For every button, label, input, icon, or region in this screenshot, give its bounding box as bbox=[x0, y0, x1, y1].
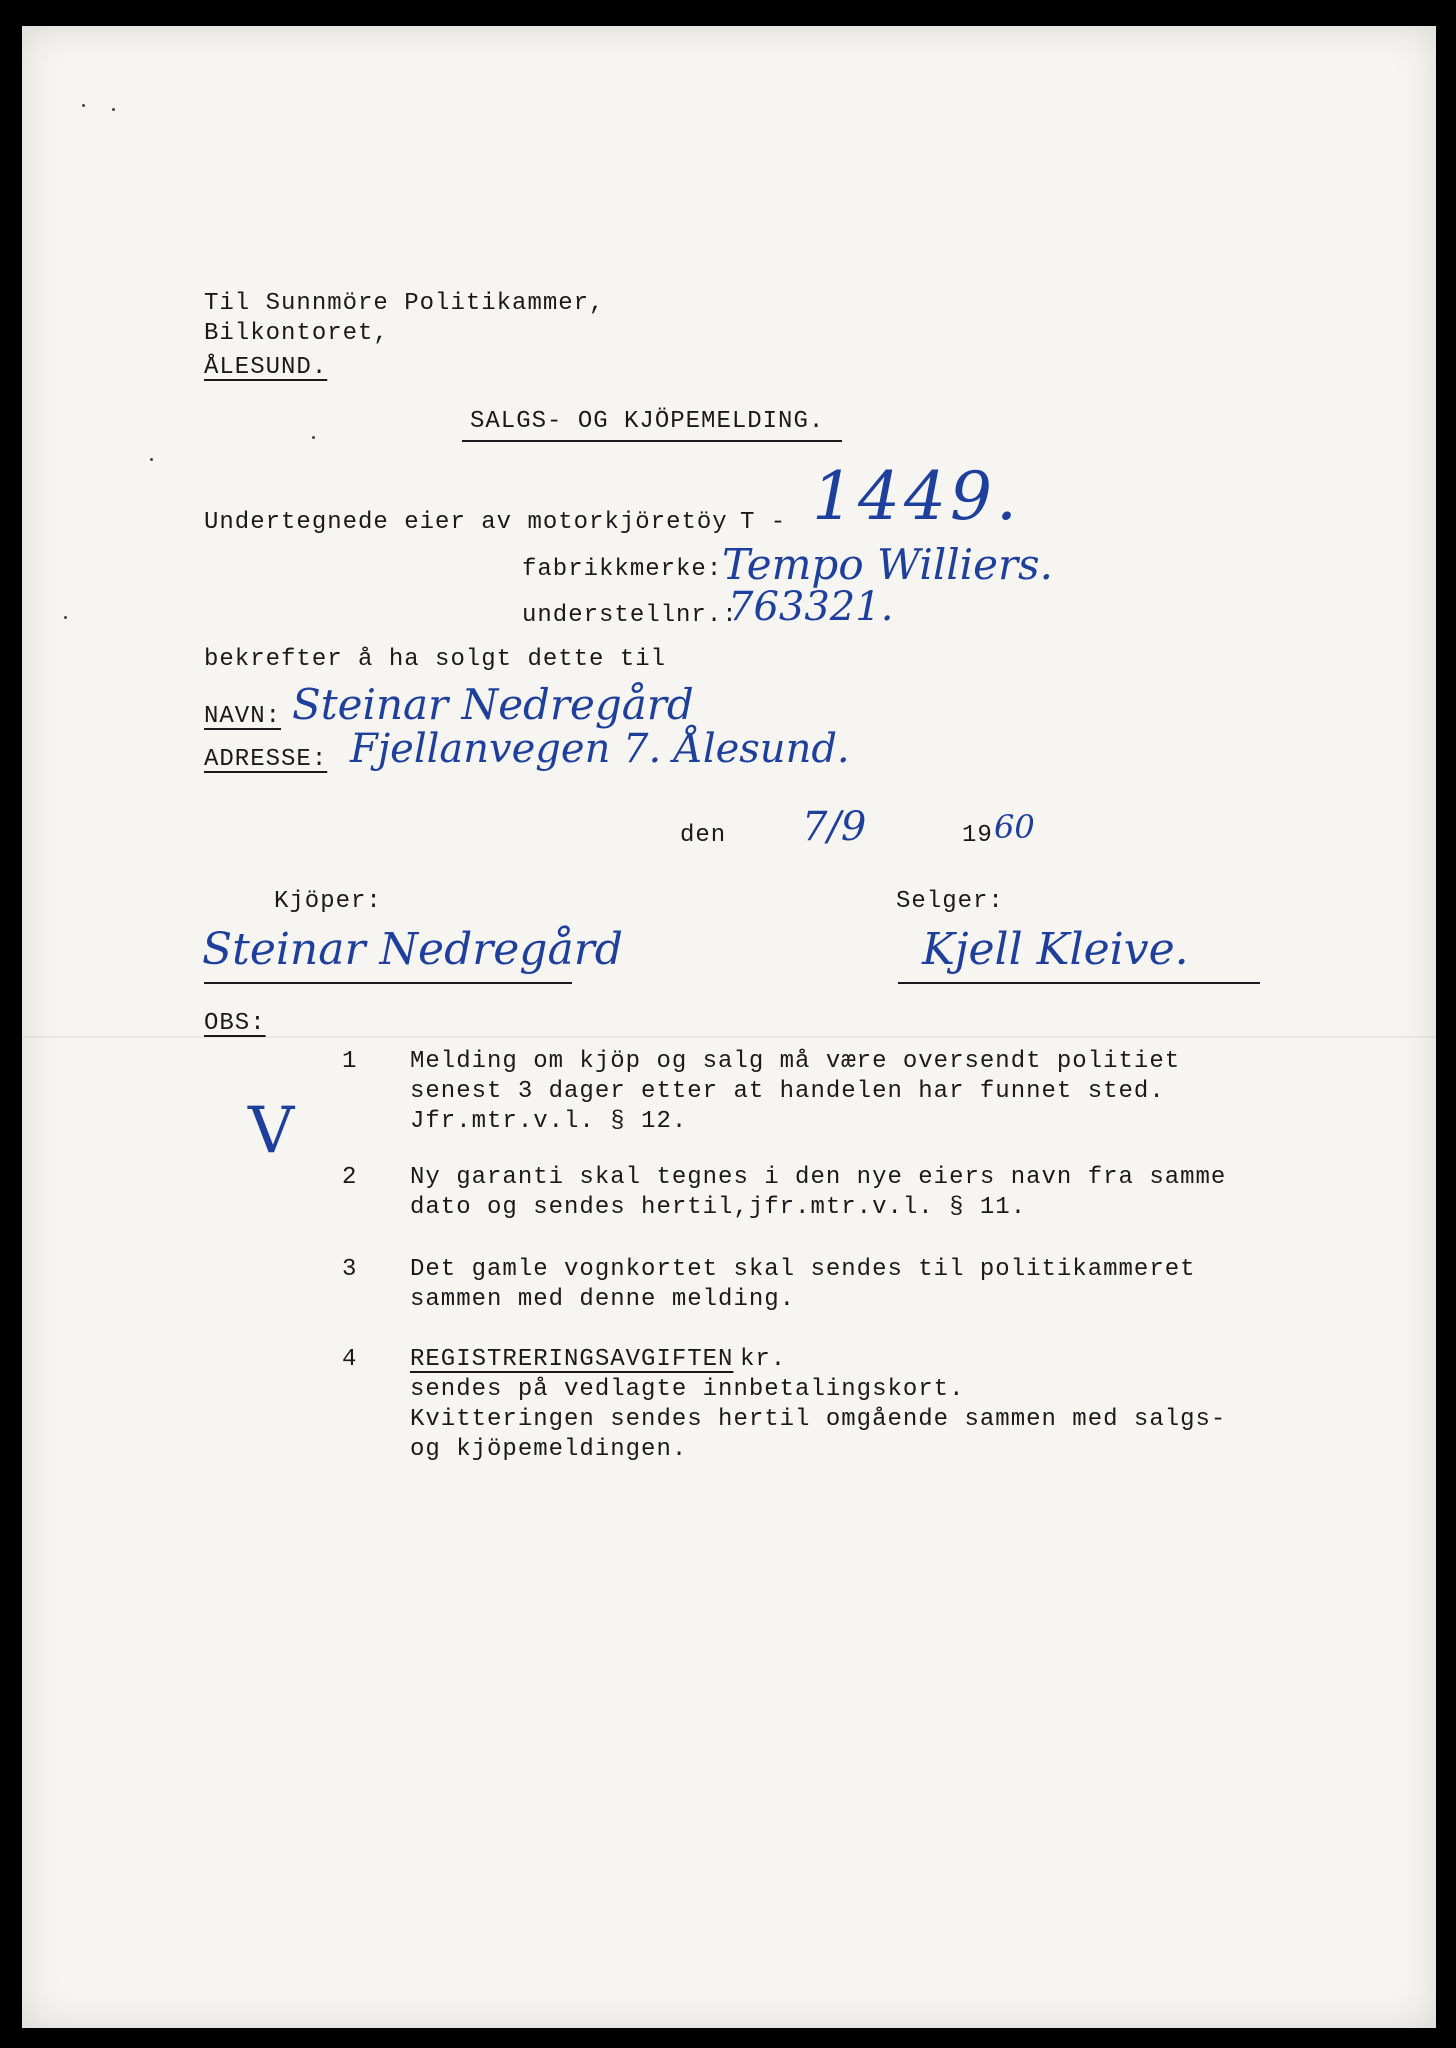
chassis-label: understellnr.: bbox=[522, 602, 738, 629]
speck bbox=[82, 104, 85, 107]
make-label: fabrikkmerke: bbox=[522, 556, 723, 583]
obs-item-number: 3 bbox=[342, 1256, 358, 1283]
make-value-handwritten: Tempo Williers. bbox=[722, 540, 1053, 589]
obs-item-line: sendes på vedlagte innbetalingskort. bbox=[410, 1376, 965, 1403]
chassis-value-handwritten: 763321. bbox=[728, 584, 894, 630]
obs-item-line: dato og sendes hertil,jfr.mtr.v.l. § 11. bbox=[410, 1194, 1027, 1221]
obs-item-number: 2 bbox=[342, 1164, 358, 1191]
reg-number-handwritten: 1449. bbox=[812, 458, 1021, 535]
buyer-signature: Steinar Nedregård bbox=[202, 924, 623, 975]
date-label: den bbox=[680, 822, 727, 849]
obs-item-line: Jfr.mtr.v.l. § 12. bbox=[410, 1108, 688, 1135]
date-year-printed: 19 bbox=[962, 822, 993, 849]
obs-item-heading: REGISTRERINGSAVGIFTEN bbox=[410, 1346, 734, 1373]
recipient-city: ÅLESUND. bbox=[204, 354, 328, 381]
speck bbox=[150, 458, 153, 461]
confirm-text: bekrefter å ha solgt dette til bbox=[204, 646, 667, 673]
recipient-line-2: Bilkontoret, bbox=[204, 320, 389, 347]
obs-item-line: sammen med denne melding. bbox=[410, 1286, 796, 1313]
seller-label: Selger: bbox=[896, 888, 1004, 915]
obs-item-line: Det gamle vognkortet skal sendes til politikammeret bbox=[410, 1256, 1196, 1283]
seller-signature: Kjell Kleive. bbox=[922, 924, 1189, 975]
address-label: ADRESSE: bbox=[204, 746, 328, 773]
obs-item-line: Ny garanti skal tegnes i den nye eiers navn fra samme bbox=[410, 1164, 1227, 1191]
obs-item-heading-suffix: kr. bbox=[740, 1346, 787, 1373]
name-label: NAVN: bbox=[204, 703, 282, 730]
speck bbox=[64, 616, 67, 619]
obs-item-line: og kjöpemeldingen. bbox=[410, 1436, 688, 1463]
address-value-handwritten: Fjellanvegen 7. Ålesund. bbox=[350, 726, 850, 772]
document-page bbox=[22, 26, 1436, 2028]
obs-item-number: 4 bbox=[342, 1346, 358, 1373]
reg-prefix: T - bbox=[740, 509, 787, 536]
obs-item-number: 1 bbox=[342, 1048, 358, 1075]
buyer-label: Kjöper: bbox=[274, 888, 382, 915]
speck bbox=[112, 108, 115, 111]
name-value-handwritten: Steinar Nedregård bbox=[292, 680, 694, 729]
owner-label: Undertegnede eier av motorkjöretöy bbox=[204, 509, 728, 536]
date-year-handwritten: 60 bbox=[994, 808, 1035, 846]
obs-item-line: Kvitteringen sendes hertil omgående sammen med salgs- bbox=[410, 1406, 1227, 1433]
buyer-signature-line bbox=[204, 982, 572, 984]
title-underline bbox=[462, 440, 842, 442]
seller-signature-line bbox=[898, 982, 1260, 984]
speck bbox=[312, 436, 315, 439]
date-day-month-handwritten: 7/9 bbox=[802, 804, 867, 850]
check-mark-handwritten: V bbox=[248, 1094, 295, 1168]
obs-label: OBS: bbox=[204, 1010, 266, 1037]
obs-item-line: Melding om kjöp og salg må være oversendt politiet bbox=[410, 1048, 1181, 1075]
document-title: SALGS- OG KJÖPEMELDING. bbox=[470, 408, 825, 435]
obs-item-line: senest 3 dager etter at handelen har funnet sted. bbox=[410, 1078, 1165, 1105]
recipient-line-1: Til Sunnmöre Politikammer, bbox=[204, 290, 605, 317]
